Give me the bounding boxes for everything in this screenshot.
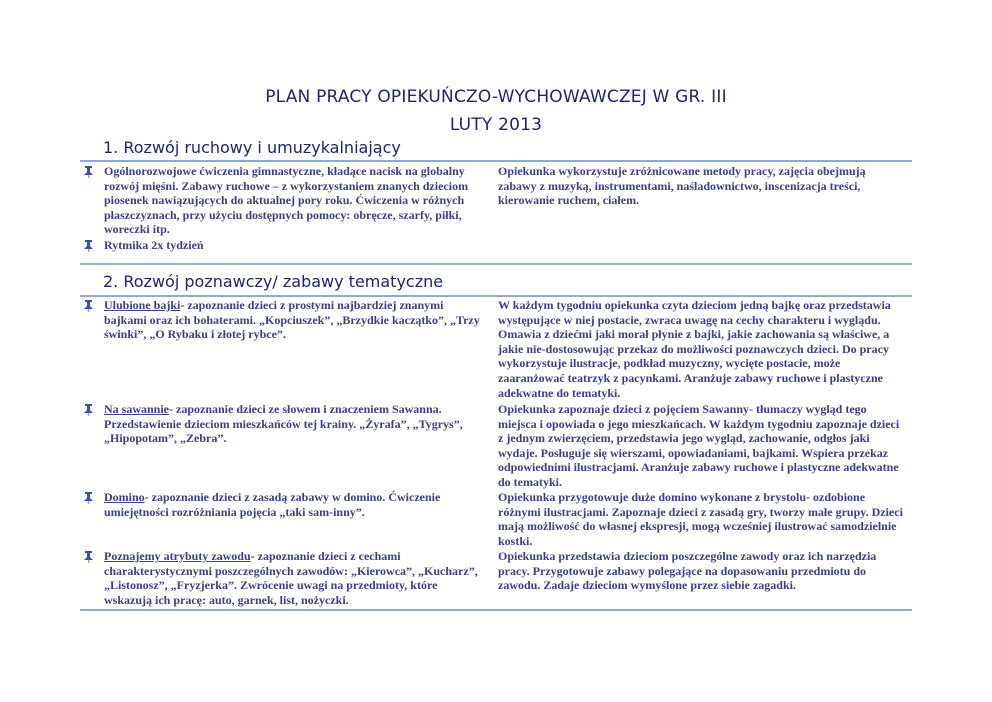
section-heading-2: 2. Rozwój poznawczy/ zabawy tematyczne	[103, 272, 444, 291]
list-item	[104, 490, 484, 519]
section-1-description	[498, 164, 903, 208]
pin-bullet-icon	[83, 551, 94, 563]
item-description	[498, 402, 903, 490]
description-text: W każdym tygodniu opiekunka czyta dzieciom jedną bajkę oraz przedstawia występujące w niej postacie, zwraca uwagę na cechy charakteru i wyglądu. Omawia z dziećmi jaki morał płynie z bajki, jakie zachowania są właściwe, a jakie nie-dostosowując przekaz do możliwości poznawczych dzieci. Do pracy wykorzystuje ilustracje, podkład muzyczny, wycięte postacie, może zaaranżować teatrzyk z pacynkami. Aranżuje zabawy ruchowe i plastyczne adekwatne do tematyki.	[498, 298, 891, 400]
item-text: - zapoznanie dzieci z cechami charakterystycznymi poszczególnych zawodów: „Kierowca”, „Kucharz”, „Listonosz”, „Fryzjerka”. Zwrócenie uwagi na przedmioty, które wskazują ich pracę: auto, garnek, list, nożyczki.	[104, 549, 478, 607]
description-text: Opiekunka zapoznaje dzieci z pojęciem Sawanny- tłumaczy wygląd tego miejsca i opowiada o jego mieszkańcach. W każdym tygodniu zapoznaje dzieci z jednym zwierzęciem, przedstawia jego wygląd, zachowanie, odgłos jaki wydaje. Posługuje się wierszami, opowiadaniami, bajkami. Wspiera przekaz odpowiednimi ilustracjami. Aranżuje zabawy ruchowe i plastyczne adekwatne do tematyki.	[498, 402, 900, 489]
item-title: Domino	[104, 490, 145, 504]
page-title: PLAN PRACY OPIEKUŃCZO-WYCHOWAWCZEJ W GR. III	[265, 87, 727, 107]
list-item	[104, 549, 484, 607]
description-text: Opiekunka wykorzystuje zróżnicowane metody pracy, zajęcia obejmują zabawy z muzyką, instrumentami, naśladownictwo, inscenizacja treści, kierowanie ruchem, ciałem.	[498, 164, 866, 208]
item-text: - zapoznanie dzieci z zasadą zabawy w domino. Ćwiczenie umiejętności rozróżniania pojęcia „taki sam-inny”.	[104, 490, 441, 519]
item-description	[498, 490, 903, 548]
list-item	[104, 164, 484, 237]
item-description	[498, 298, 903, 400]
pin-bullet-icon	[83, 300, 94, 312]
pin-bullet-icon	[83, 166, 94, 178]
item-text: - zapoznanie dzieci ze słowem i znaczeniem Sawanna. Przedstawienie dzieciom mieszkańców tej krainy. „Żyrafa”, „Tygrys”, „Hipopotam”, „Zebra”.	[104, 402, 463, 446]
item-title: Ulubione bajki	[104, 298, 181, 312]
item-description	[498, 549, 903, 593]
pin-bullet-icon	[83, 404, 94, 416]
pin-bullet-icon	[83, 492, 94, 504]
item-text: Rytmika 2x tydzień	[104, 238, 204, 252]
item-text: Ogólnorozwojowe ćwiczenia gimnastyczne, kładące nacisk na globalny rozwój mięśni. Zabawy ruchowe – z wykorzystaniem znanych dzieciom piosenek nawiązujących do aktualnej pory roku. Ćwiczenia w różnych płaszczyznach, przy użyciu dostępnych pomocy: obręcze, szarfy, piłki, woreczki itp.	[104, 164, 469, 237]
section-divider	[80, 295, 912, 297]
list-item	[104, 298, 484, 342]
section-divider	[80, 263, 912, 265]
item-title: Na sawannie	[104, 402, 170, 416]
list-item	[104, 402, 484, 446]
section-divider	[80, 609, 912, 611]
pin-bullet-icon	[83, 240, 94, 252]
page-subtitle: LUTY 2013	[449, 115, 543, 135]
section-heading-1: 1. Rozwój ruchowy i umuzykalniający	[103, 138, 401, 157]
section-divider	[80, 160, 912, 162]
description-text: Opiekunka przygotowuje duże domino wykonane z brystolu- ozdobione różnymi ilustracjami. Zapoznaje dzieci z zasadą gry, tworzy małe grupy. Dzieci mają możliwość do własnej ekspresji, mogą wcześniej ilustrować samodzielnie kostki.	[498, 490, 903, 548]
description-text: Opiekunka przedstawia dzieciom poszczególne zawody oraz ich narzędzia pracy. Przygotowuje zabawy polegające na dopasowaniu przedmiotu do zawodu. Zadaje dzieciom wymyślone przez siebie zagadki.	[498, 549, 877, 593]
item-text: - zapoznanie dzieci z prostymi najbardziej znanymi bajkami oraz ich bohaterami. „Kopciuszek”, „Brzydkie kaczątko”, „Trzy świnki”, „O Rybaku i złotej rybce”.	[104, 298, 480, 342]
list-item	[104, 238, 484, 253]
item-title: Poznajemy atrybuty zawodu	[104, 549, 251, 563]
